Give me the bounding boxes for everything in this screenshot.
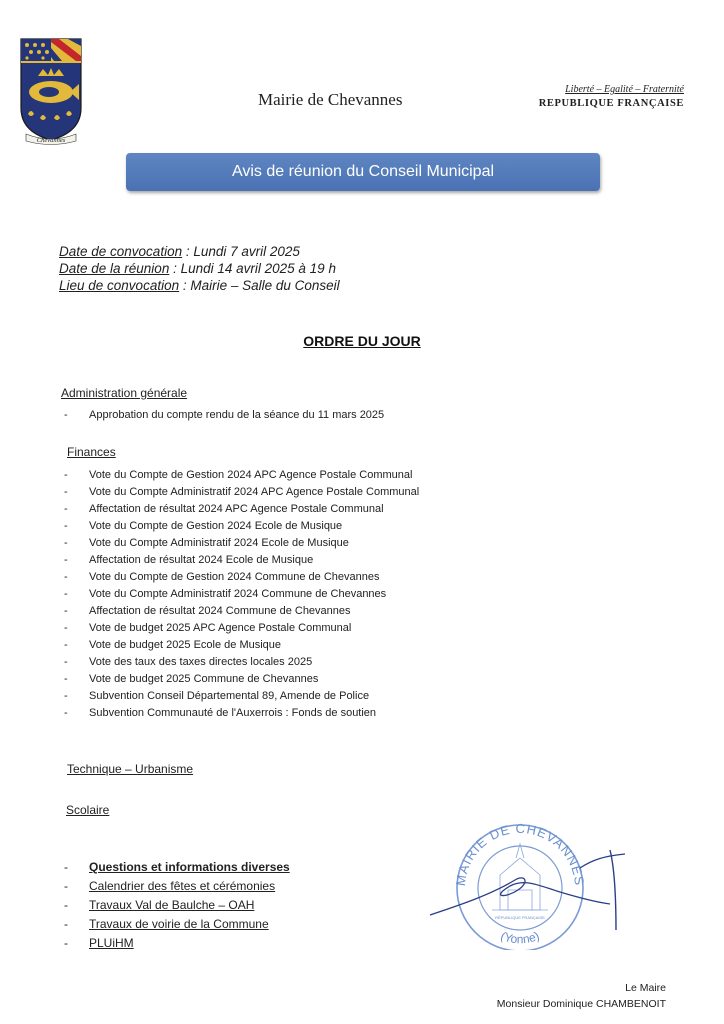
section-heading-finances: Finances <box>67 445 116 459</box>
stamp-bottom-text: (Yonne) <box>498 928 542 947</box>
convocation-date-value: : Lundi 7 avril 2025 <box>182 244 300 259</box>
list-item <box>64 934 290 953</box>
devise-text: Liberté – Egalité – Fraternité <box>565 84 684 95</box>
coat-of-arms-logo <box>18 36 84 146</box>
list-item: - Affectation de résultat 2024 Commune de Chevannes <box>64 603 419 620</box>
agenda-title-row <box>0 333 724 349</box>
list-item-text: Travaux de voirie de la Commune <box>89 917 269 931</box>
list-item <box>64 915 290 934</box>
list-item: - Vote de budget 2025 APC Agence Postale Communal <box>64 620 419 637</box>
list-item: - Vote du Compte de Gestion 2024 Commune de Chevannes <box>64 569 419 586</box>
list-item: - Vote du Compte Administratif 2024 APC Agence Postale Communal <box>64 484 419 501</box>
meeting-date-label: Date de la réunion <box>59 261 170 276</box>
list-item: - Vote de budget 2025 Ecole de Musique <box>64 637 419 654</box>
meeting-place-line <box>59 277 340 294</box>
list-item: - Vote du Compte de Gestion 2024 Ecole de Musique <box>64 518 419 535</box>
administration-list <box>64 407 384 424</box>
meeting-date-line <box>59 260 340 277</box>
meeting-place-value: : Mairie – Salle du Conseil <box>179 278 340 293</box>
list-item <box>64 877 290 896</box>
signature-block <box>497 980 666 1012</box>
banner-title: Avis de réunion du Conseil Municipal <box>231 163 495 180</box>
republique-text: REPUBLIQUE FRANÇAISE <box>538 98 684 109</box>
section-heading-technique: Technique – Urbanisme <box>67 762 194 776</box>
list-item: - Vote du Compte de Gestion 2024 APC Agence Postale Communal <box>64 467 419 484</box>
list-item <box>64 896 290 915</box>
convocation-date-line <box>59 243 340 260</box>
section-heading-scolaire: Scolaire <box>66 803 110 817</box>
agenda-title: ORDRE DU JOUR <box>303 333 421 349</box>
list-item: - Vote des taux des taxes directes locales 2025 <box>64 654 419 671</box>
list-item-text: PLUiHM <box>89 936 134 950</box>
svg-text:Chevannes: Chevannes <box>36 137 66 144</box>
meeting-info <box>59 243 340 294</box>
mairie-title: Mairie de Chevannes <box>258 90 403 109</box>
meeting-place-label: Lieu de convocation <box>59 278 180 293</box>
list-item: - Subvention Conseil Départemental 89, Amende de Police <box>64 688 419 705</box>
list-item: - Affectation de résultat 2024 Ecole de Musique <box>64 552 419 569</box>
signature-role: Le Maire <box>625 982 666 994</box>
official-stamp <box>420 820 650 950</box>
meeting-date-value: : Lundi 14 avril 2025 à 19 h <box>169 261 336 276</box>
signature-name: Monsieur Dominique CHAMBENOIT <box>496 998 666 1010</box>
list-item: - Affectation de résultat 2024 APC Agence Postale Communal <box>64 501 419 518</box>
list-item: - Subvention Communauté de l'Auxerrois : Fonds de soutien <box>64 705 419 722</box>
convocation-date-label: Date de convocation <box>59 244 183 259</box>
stamp-inner-text: RÉPUBLIQUE FRANÇAISE <box>495 915 545 920</box>
list-item <box>64 858 290 877</box>
list-item: - Vote du Compte Administratif 2024 Ecole de Musique <box>64 535 419 552</box>
list-item-text: Calendrier des fêtes et cérémonies <box>89 879 276 893</box>
list-item: - Vote du Compte Administratif 2024 Commune de Chevannes <box>64 586 419 603</box>
list-item-text: Questions et informations diverses <box>89 860 290 874</box>
republic-block <box>539 84 684 109</box>
section-heading-administration: Administration générale <box>61 386 188 400</box>
list-item-text: Travaux Val de Baulche – OAH <box>89 898 255 912</box>
finances-list <box>64 467 419 722</box>
list-item: - Approbation du compte rendu de la séance du 11 mars 2025 <box>64 407 384 424</box>
list-item: - Vote de budget 2025 Commune de Chevannes <box>64 671 419 688</box>
svg-text:(Yonne) <box>499 929 542 947</box>
svg-text:MAIRIE DE CHEVANNES <box>453 821 587 887</box>
notice-banner <box>126 153 600 191</box>
stamp-ring-text: MAIRIE DE CHEVANNES <box>452 820 588 887</box>
questions-list <box>64 858 290 953</box>
